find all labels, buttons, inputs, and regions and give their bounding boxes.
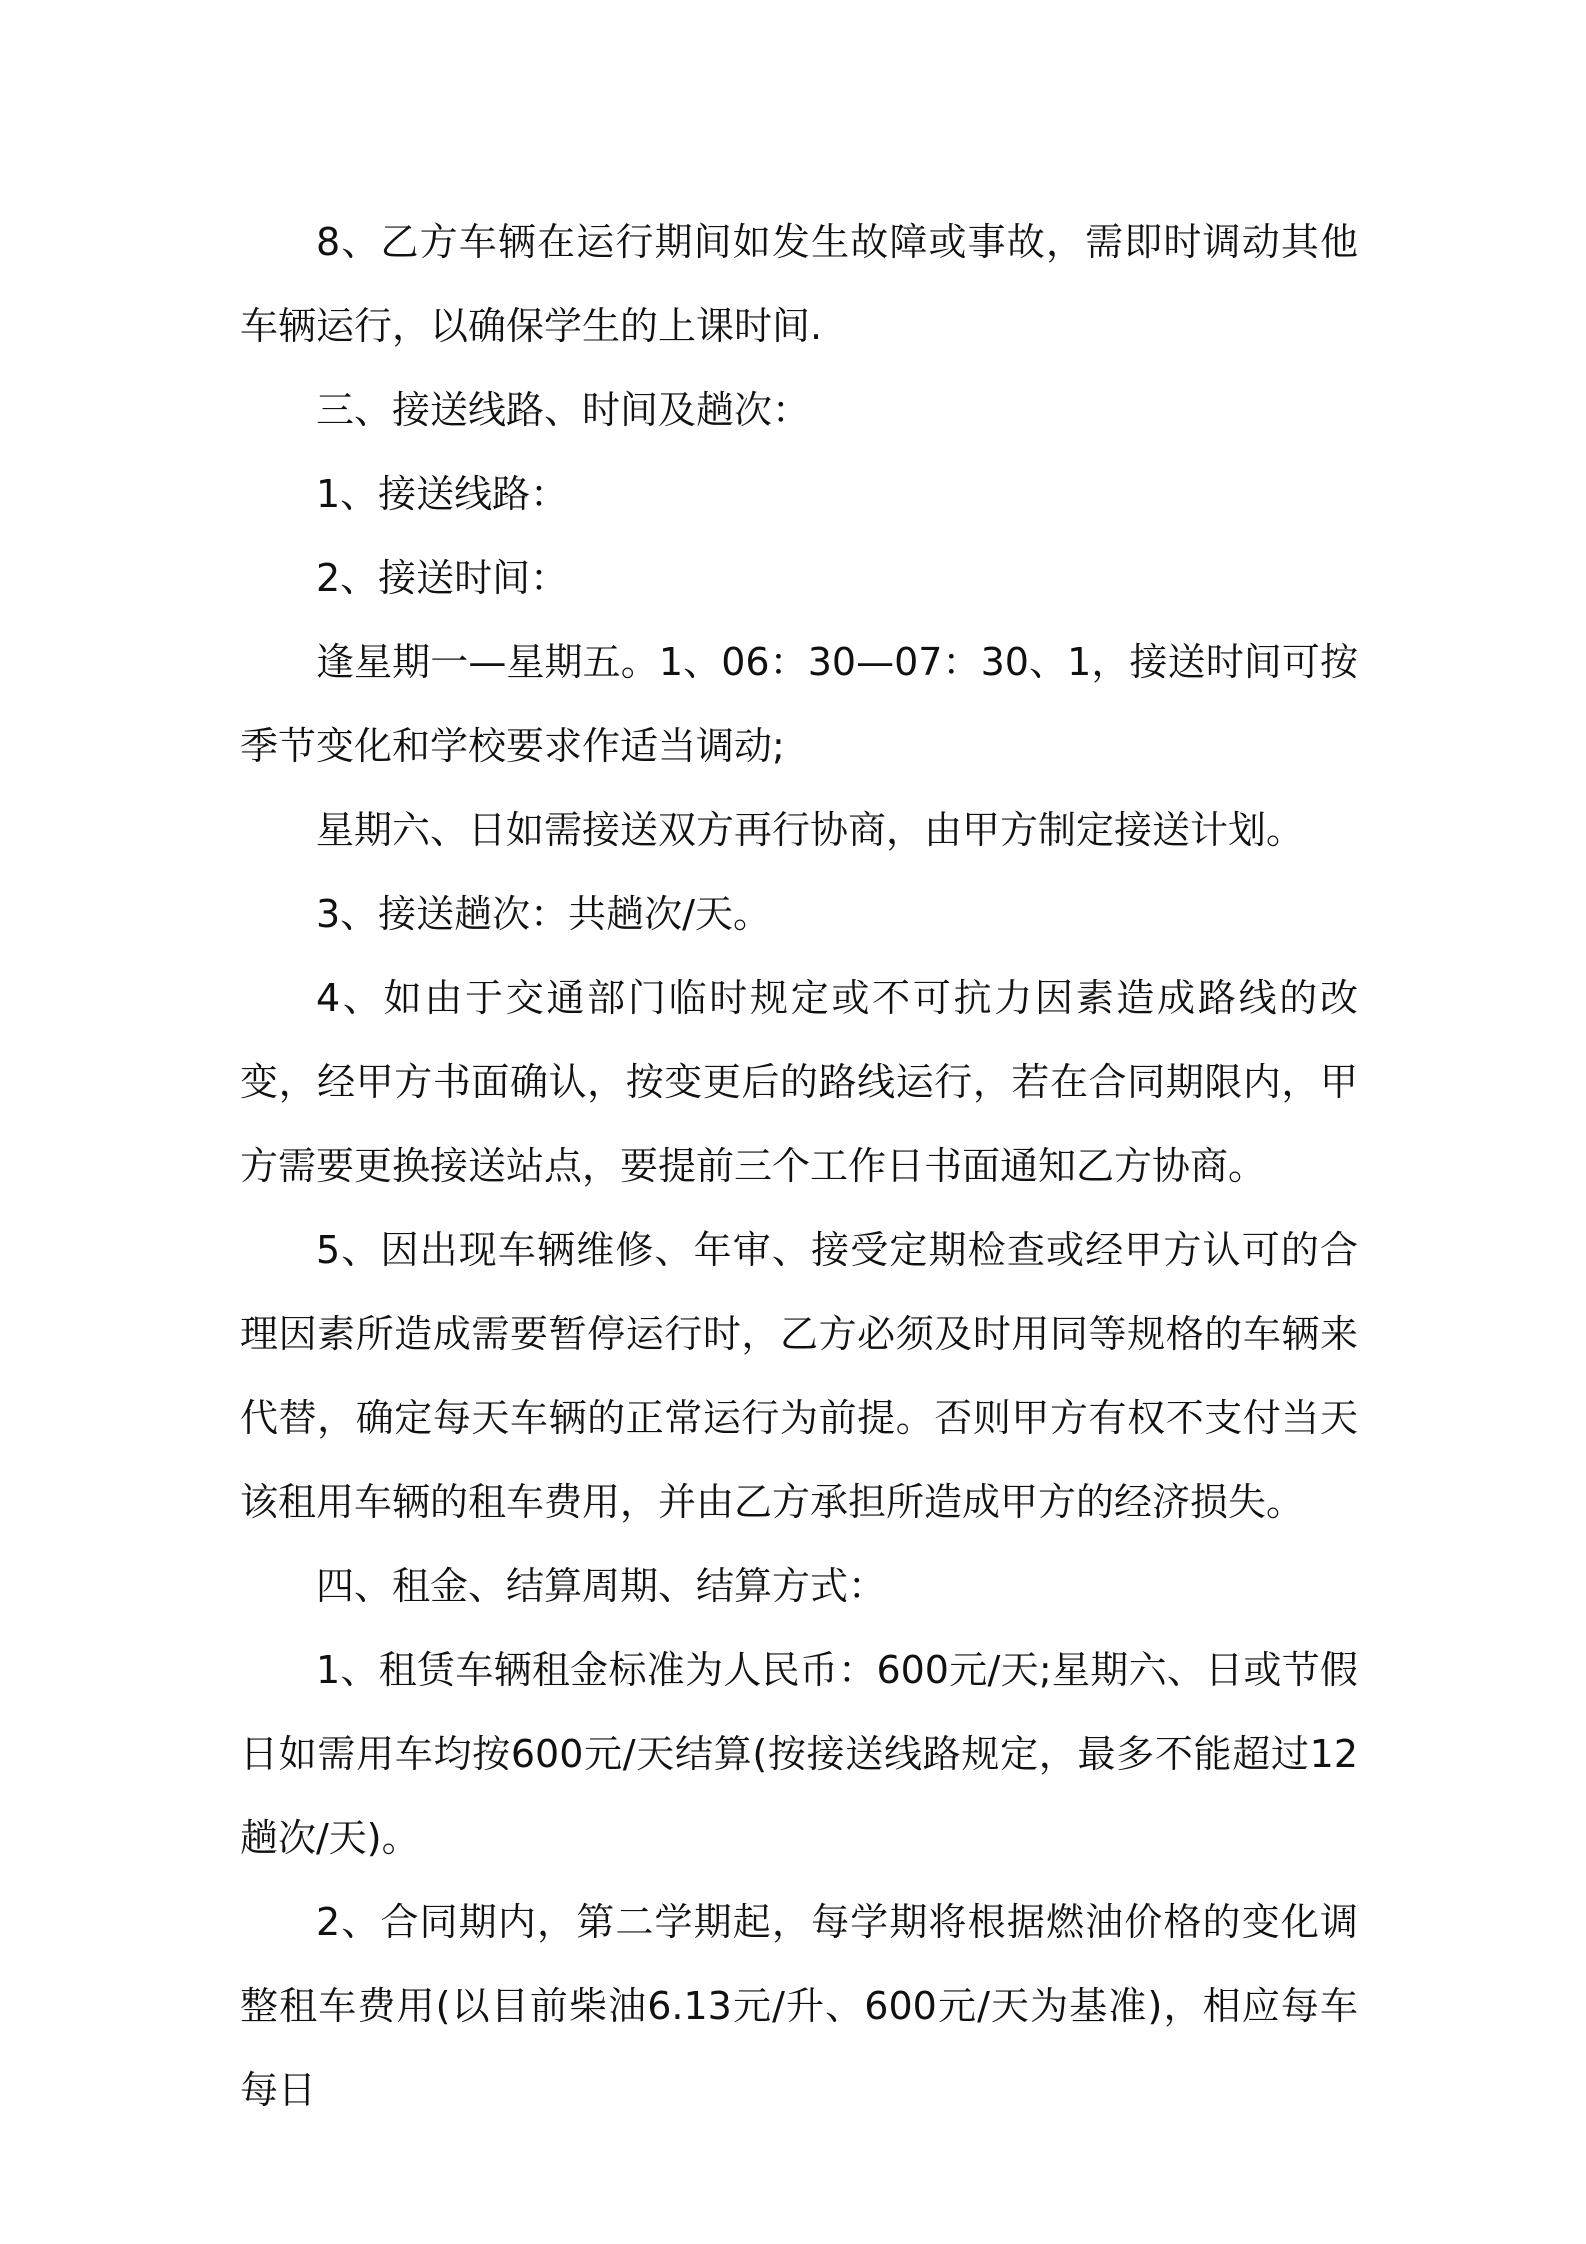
paragraph-fuel-adjustment: 2、合同期内，第二学期起，每学期将根据燃油价格的变化调整租车费用(以目前柴油6.13元/升、600元/天为基准)，相应每车每日 — [240, 1900, 1358, 2112]
paragraph-vehicle-breakdown: 8、乙方车辆在运行期间如发生故障或事故，需即时调动其他车辆运行，以确保学生的上课时间. — [240, 220, 1358, 348]
section-heading-rent-settlement: 四、租金、结算周期、结算方式： — [316, 1564, 887, 1608]
paragraph-route-change: 4、如由于交通部门临时规定或不可抗力因素造成路线的改变，经甲方书面确认，按变更后的路线运行，若在合同期限内，甲方需要更换接送站点，要提前三个工作日书面通知乙方协商。 — [240, 976, 1358, 1188]
document-page — [240, 200, 1358, 2132]
paragraph-route: 1、接送线路： — [316, 472, 569, 516]
paragraph-rent-standard: 1、租赁车辆租金标准为人民币：600元/天;星期六、日或节假日如需用车均按600元/天结算(按接送线路规定，最多不能超过12趟次/天)。 — [240, 1648, 1358, 1860]
paragraph-vehicle-replacement: 5、因出现车辆维修、年审、接受定期检查或经甲方认可的合理因素所造成需要暂停运行时，乙方必须及时用同等规格的车辆来代替，确定每天车辆的正常运行为前提。否则甲方有权不支付当天该租用车辆的租车费用，并由乙方承担所造成甲方的经济损失。 — [240, 1228, 1358, 1524]
paragraph-weekday-schedule: 逢星期一—星期五。1、06：30—07：30、1，接送时间可按季节变化和学校要求作适当调动; — [240, 640, 1358, 768]
paragraph-trips: 3、接送趟次：共趟次/天。 — [316, 892, 771, 936]
paragraph-weekend-schedule: 星期六、日如需接送双方再行协商，由甲方制定接送计划。 — [316, 808, 1305, 852]
section-heading-route-time: 三、接送线路、时间及趟次： — [316, 388, 811, 432]
paragraph-time: 2、接送时间： — [316, 556, 569, 600]
